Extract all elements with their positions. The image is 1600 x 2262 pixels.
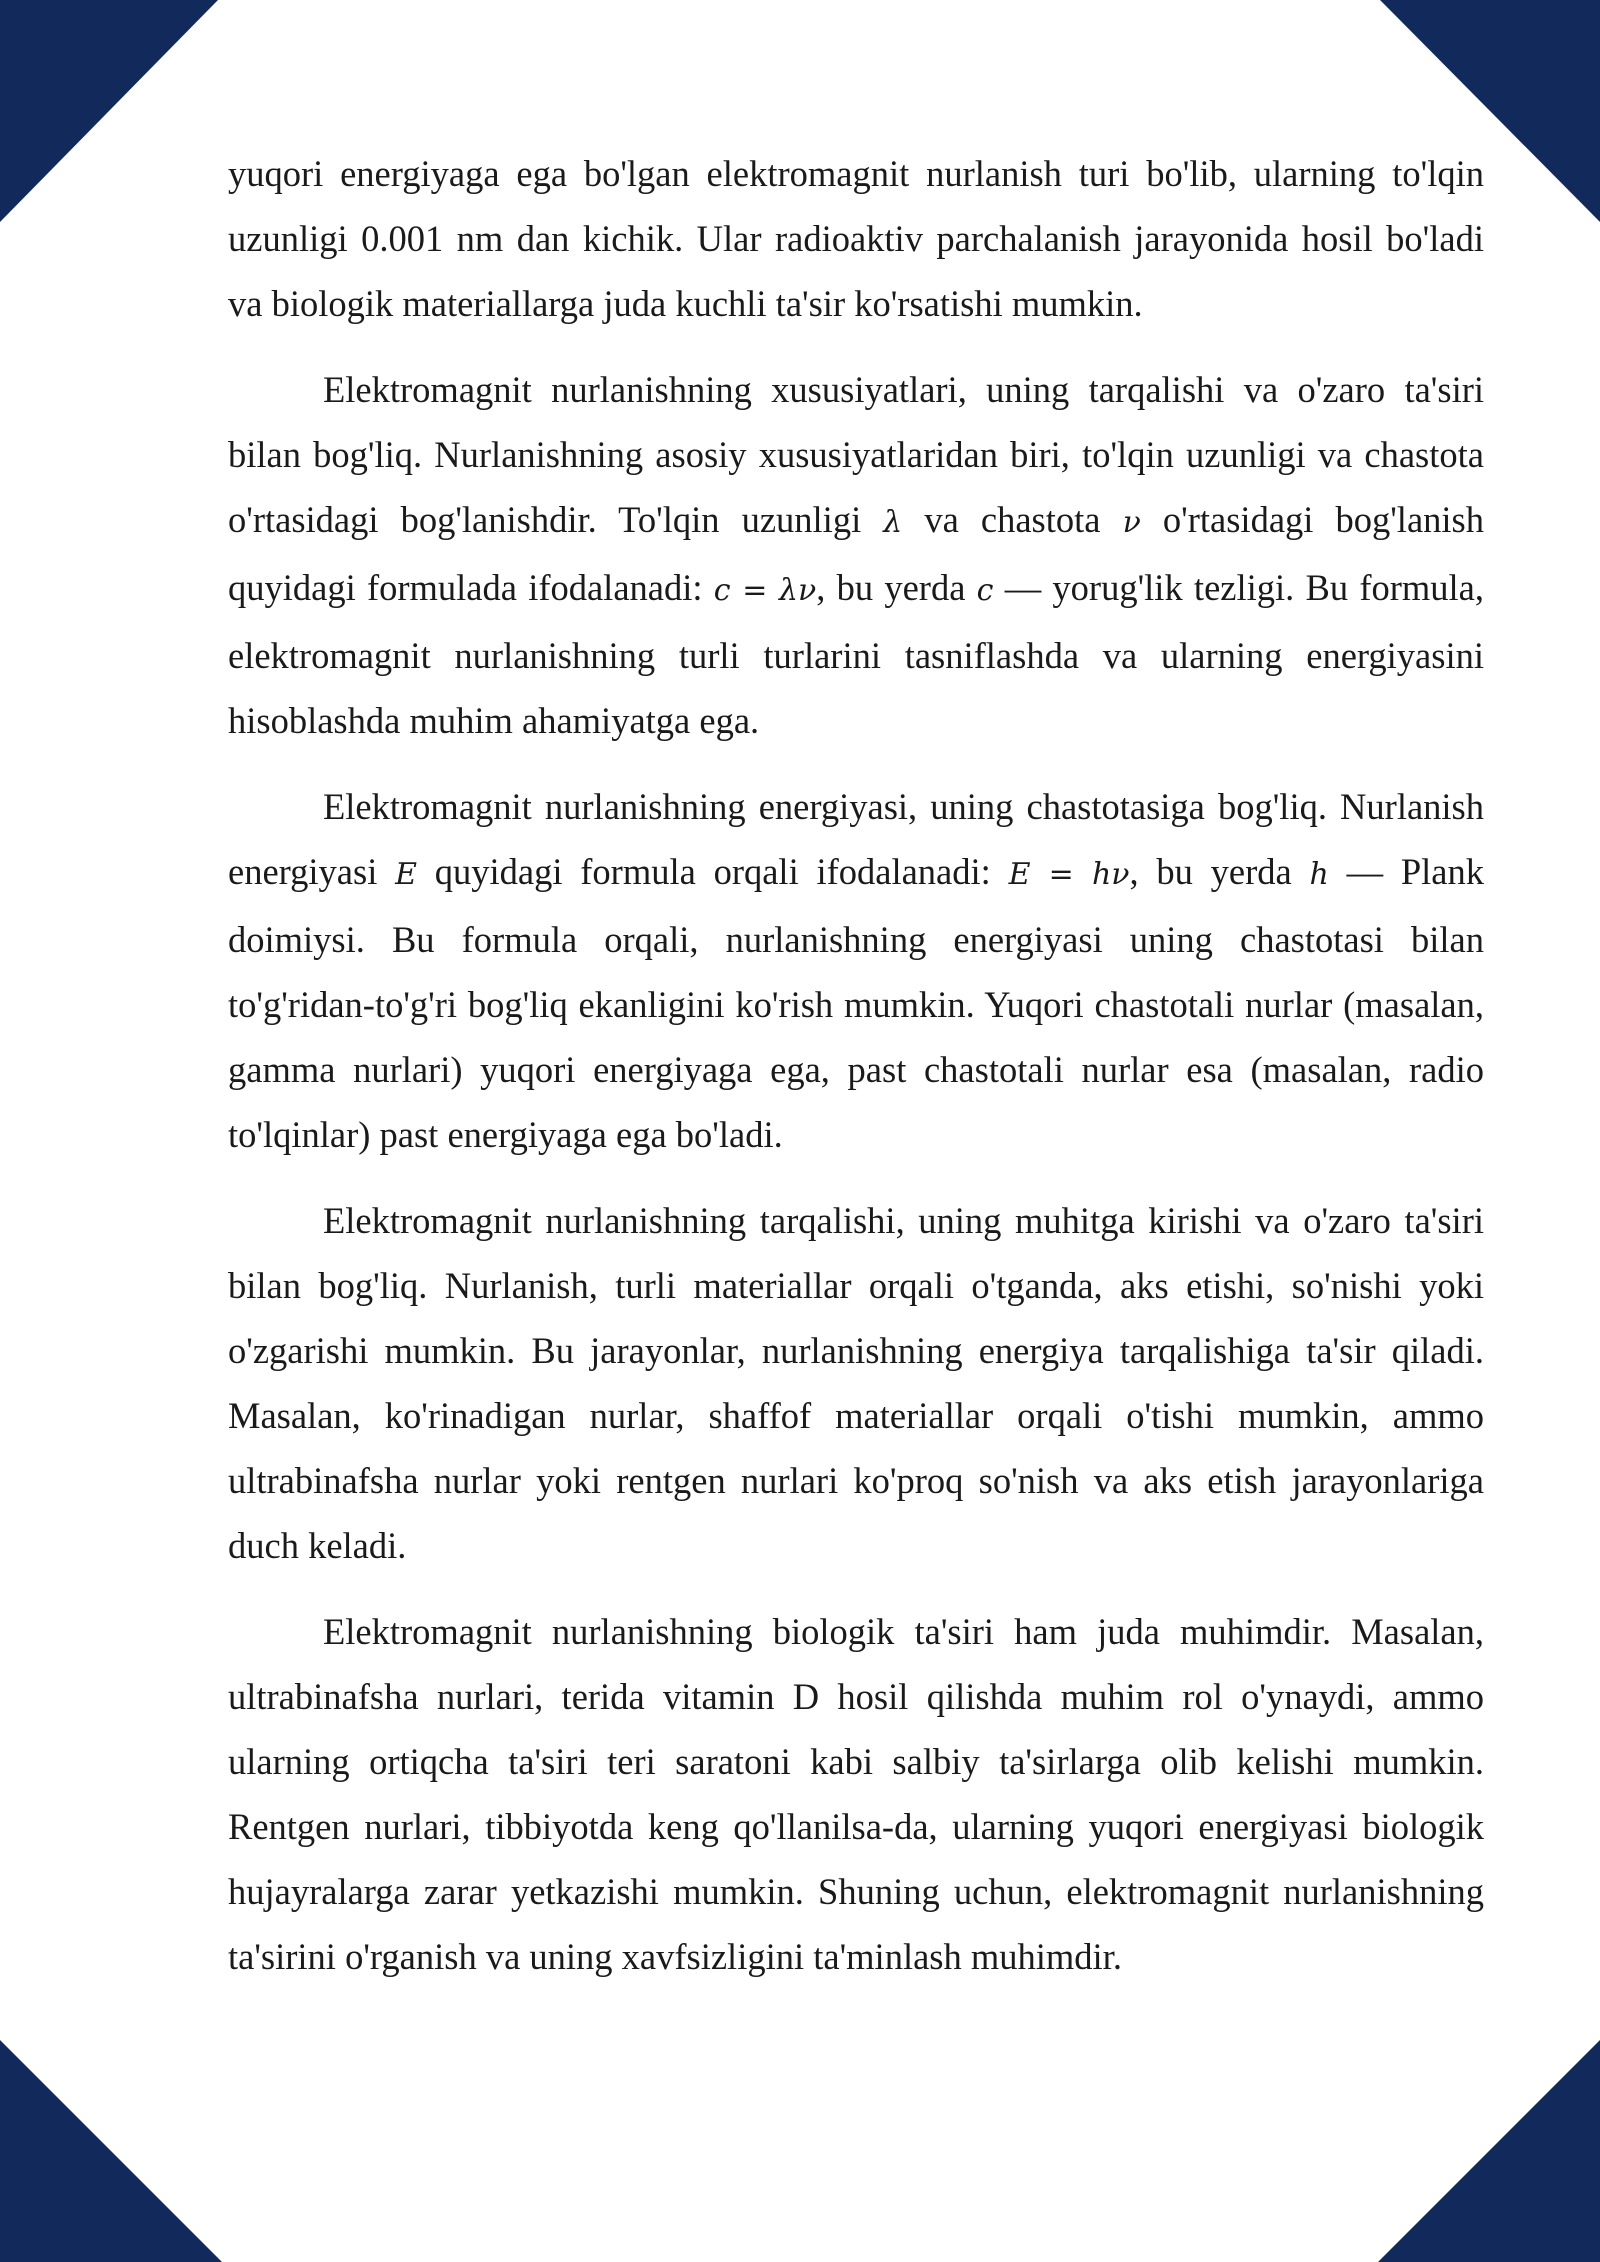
math-e: E: [1008, 857, 1031, 892]
document-body: [228, 141, 1484, 2010]
paragraph-3-text: — Plank doimiysi. Bu formula orqali, nurlanishning energiyasi uning chastotasi bilan to'g'ridan-to'g'ri bog'liq ekanligini ko'rish mumkin. Yuqori chastotali nurlar (masalan, gamma nurlari) yuqori energiyaga ega, past chastotali nurlar esa (masalan, radio to'lqinlar) past energiyaga ega bo'ladi.: [228, 851, 1484, 1155]
formula-c-equals-lambda-nu: [714, 573, 817, 608]
math-equals: =: [1030, 857, 1092, 892]
corner-decoration-bottom-right: [1378, 2040, 1600, 2262]
paragraph-2-text: Elektromagnit nurlanishning xususiyatlari, uning tarqalishi va o'zaro ta'siri bilan bog'liq. Nurlanishning asosiy xususiyatlaridan biri, to'lqin uzunligi va chastota o'rtasidagi bog'lanishdir. To'lqin uzunligi: [228, 369, 1484, 540]
paragraph-2: [228, 357, 1484, 753]
paragraph-2-text: , bu yerda: [816, 567, 977, 608]
paragraph-5: Elektromagnit nurlanishning biologik ta'siri ham juda muhimdir. Masalan, ultrabinafsha nurlari, terida vitamin D hosil qilishda muhim rol o'ynaydi, ammo ularning ortiqcha ta'siri teri saratoni kabi salbiy ta'sirlarga olib kelishi mumkin. Rentgen nurlari, tibbiyotda keng qo'llanilsa-da, ularning yuqori energiyasi biologik hujayralarga zarar yetkazishi mumkin. Shuning uchun, elektromagnit nurlanishning ta'sirini o'rganish va uning xavfsizligini ta'minlash muhimdir.: [228, 1611, 1484, 1977]
math-h: h: [1309, 857, 1329, 892]
formula-e-equals-h-nu: [1009, 857, 1130, 892]
math-lambda-nu: λν: [779, 573, 817, 608]
paragraph-1: yuqori energiyaga ega bo'lgan elektromagnit nurlanish turi bo'lib, ularning to'lqin uzunligi 0.001 nm dan kichik. Ular radioaktiv parchalanish jarayonida hosil bo'ladi va biologik materiallarga juda kuchli ta'sir ko'rsatishi mumkin.: [228, 153, 1484, 324]
paragraph-2-text: — yorug'lik tezligi. Bu formula, elektromagnit nurlanishning turli turlarini tasniflashda va ularning energiyasini hisoblashda muhim ahamiyatga ega.: [228, 567, 1484, 741]
paragraph-2-text: o'rtasidagi bog'lanish quyidagi formulada ifodalanadi:: [228, 499, 1484, 608]
paragraph-4: Elektromagnit nurlanishning tarqalishi, uning muhitga kirishi va o'zaro ta'siri bilan bog'liq. Nurlanish, turli materiallar orqali o'tganda, aks etishi, so'nishi yoki o'zgarishi mumkin. Bu jarayonlar, nurlanishning energiya tarqalishiga ta'sir qiladi. Masalan, ko'rinadigan nurlar, shaffof materiallar orqali o'tishi mumkin, ammo ultrabinafsha nurlar yoki rentgen nurlari ko'proq so'nish va aks etish jarayonlariga duch keladi.: [228, 1200, 1484, 1566]
paragraph-3: [228, 774, 1484, 1167]
math-equals: =: [730, 573, 779, 608]
math-c: c: [713, 573, 731, 608]
math-c: c: [976, 573, 994, 608]
math-e: E: [395, 857, 418, 892]
math-nu: ν: [1122, 505, 1141, 540]
math-lambda: λ: [883, 505, 903, 540]
math-h-nu: hν: [1091, 857, 1130, 892]
paragraph-3-text: quyidagi formula orqali ifodalanadi:: [417, 851, 1009, 892]
paragraph-2-text: va chastota: [902, 499, 1123, 540]
corner-decoration-top-left: [0, 0, 218, 222]
corner-decoration-bottom-left: [0, 2040, 222, 2262]
paragraph-3-text: , bu yerda: [1129, 851, 1310, 892]
paragraph-3-text: Elektromagnit nurlanishning energiyasi, uning chastotasiga bog'liq. Nurlanish energiyasi: [228, 786, 1484, 892]
